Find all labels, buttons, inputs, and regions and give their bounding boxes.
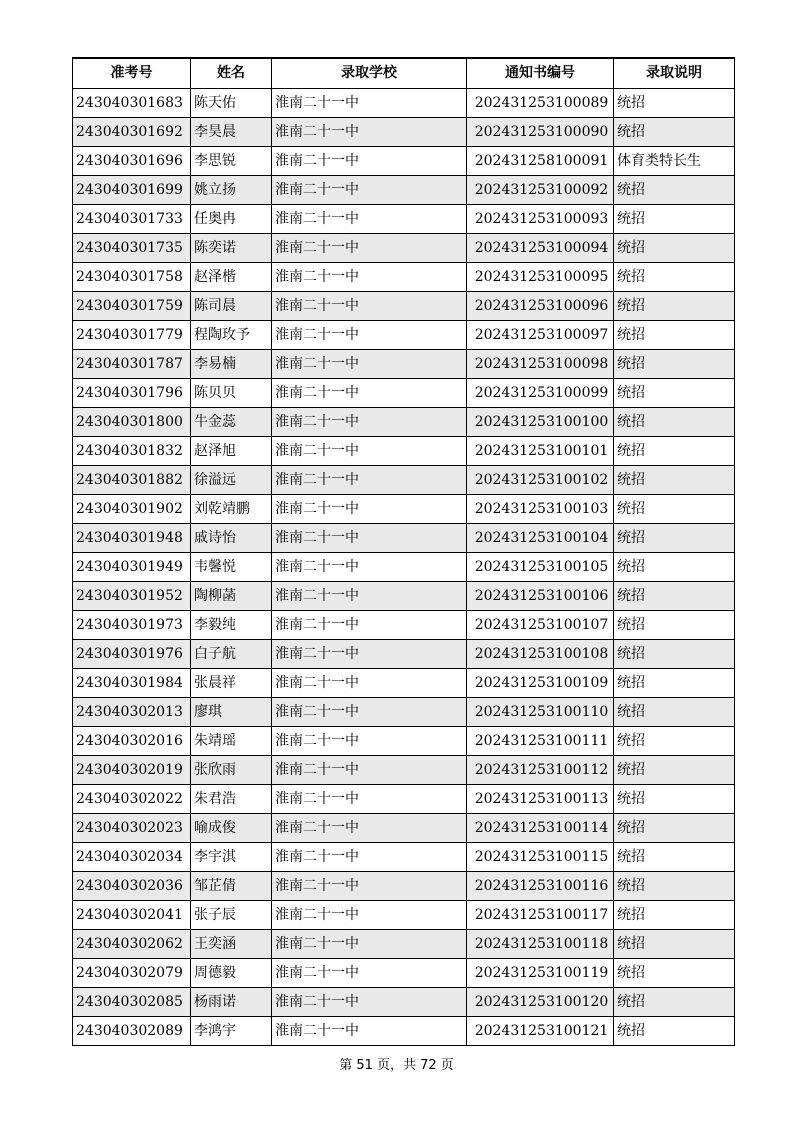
table-row bbox=[73, 233, 735, 262]
table-row bbox=[73, 291, 735, 320]
cell-exam-no: 243040301984 bbox=[73, 668, 191, 697]
cell-notice-no: 202431253100095 bbox=[467, 262, 614, 291]
cell-exam-no: 243040301683 bbox=[73, 88, 191, 117]
cell-name: 戚诗怡 bbox=[191, 523, 272, 552]
cell-notice-no: 202431253100110 bbox=[467, 697, 614, 726]
cell-exam-no: 243040301733 bbox=[73, 204, 191, 233]
cell-note: 统招 bbox=[614, 88, 735, 117]
table-row bbox=[73, 755, 735, 784]
cell-notice-no: 202431253100106 bbox=[467, 581, 614, 610]
cell-note: 统招 bbox=[614, 610, 735, 639]
table-row bbox=[73, 581, 735, 610]
cell-name: 陈奕诺 bbox=[191, 233, 272, 262]
cell-notice-no: 202431253100109 bbox=[467, 668, 614, 697]
cell-notice-no: 202431253100101 bbox=[467, 436, 614, 465]
cell-name: 陈天佑 bbox=[191, 88, 272, 117]
cell-notice-no: 202431253100099 bbox=[467, 378, 614, 407]
table-row bbox=[73, 987, 735, 1016]
header-row bbox=[73, 58, 735, 88]
table-row bbox=[73, 349, 735, 378]
cell-school: 淮南二十一中 bbox=[272, 146, 467, 175]
cell-note: 统招 bbox=[614, 262, 735, 291]
cell-notice-no: 202431253100116 bbox=[467, 871, 614, 900]
cell-notice-no: 202431253100113 bbox=[467, 784, 614, 813]
table-row bbox=[73, 842, 735, 871]
cell-notice-no: 202431253100096 bbox=[467, 291, 614, 320]
cell-name: 韦馨悦 bbox=[191, 552, 272, 581]
cell-school: 淮南二十一中 bbox=[272, 117, 467, 146]
cell-school: 淮南二十一中 bbox=[272, 581, 467, 610]
header-exam-no: 准考号 bbox=[73, 58, 191, 88]
cell-note: 统招 bbox=[614, 233, 735, 262]
cell-note: 统招 bbox=[614, 697, 735, 726]
cell-notice-no: 202431253100090 bbox=[467, 117, 614, 146]
cell-notice-no: 202431253100094 bbox=[467, 233, 614, 262]
table-row bbox=[73, 494, 735, 523]
table-body bbox=[73, 88, 735, 1045]
cell-note: 统招 bbox=[614, 436, 735, 465]
cell-exam-no: 243040301973 bbox=[73, 610, 191, 639]
cell-school: 淮南二十一中 bbox=[272, 958, 467, 987]
cell-name: 徐溢远 bbox=[191, 465, 272, 494]
cell-school: 淮南二十一中 bbox=[272, 494, 467, 523]
cell-school: 淮南二十一中 bbox=[272, 175, 467, 204]
cell-notice-no: 202431253100111 bbox=[467, 726, 614, 755]
cell-name: 任奥冉 bbox=[191, 204, 272, 233]
cell-exam-no: 243040302036 bbox=[73, 871, 191, 900]
header-notice-no: 通知书编号 bbox=[467, 58, 614, 88]
cell-exam-no: 243040302016 bbox=[73, 726, 191, 755]
header-school: 录取学校 bbox=[272, 58, 467, 88]
table-row bbox=[73, 610, 735, 639]
table-row bbox=[73, 929, 735, 958]
cell-name: 陈司晨 bbox=[191, 291, 272, 320]
cell-school: 淮南二十一中 bbox=[272, 784, 467, 813]
cell-note: 统招 bbox=[614, 842, 735, 871]
table-row bbox=[73, 436, 735, 465]
cell-school: 淮南二十一中 bbox=[272, 233, 467, 262]
cell-notice-no: 202431253100092 bbox=[467, 175, 614, 204]
cell-exam-no: 243040301796 bbox=[73, 378, 191, 407]
cell-exam-no: 243040301832 bbox=[73, 436, 191, 465]
cell-note: 统招 bbox=[614, 900, 735, 929]
cell-name: 程陶玫予 bbox=[191, 320, 272, 349]
cell-note: 体育类特长生 bbox=[614, 146, 735, 175]
cell-exam-no: 243040302062 bbox=[73, 929, 191, 958]
cell-name: 张晨祥 bbox=[191, 668, 272, 697]
cell-name: 李宇淇 bbox=[191, 842, 272, 871]
cell-note: 统招 bbox=[614, 987, 735, 1016]
table-row bbox=[73, 175, 735, 204]
cell-name: 朱靖瑶 bbox=[191, 726, 272, 755]
cell-exam-no: 243040301735 bbox=[73, 233, 191, 262]
cell-school: 淮南二十一中 bbox=[272, 813, 467, 842]
cell-note: 统招 bbox=[614, 175, 735, 204]
table-row bbox=[73, 407, 735, 436]
cell-exam-no: 243040301787 bbox=[73, 349, 191, 378]
table-row bbox=[73, 726, 735, 755]
cell-exam-no: 243040302041 bbox=[73, 900, 191, 929]
cell-name: 周德毅 bbox=[191, 958, 272, 987]
table-row bbox=[73, 958, 735, 987]
cell-exam-no: 243040301779 bbox=[73, 320, 191, 349]
cell-note: 统招 bbox=[614, 958, 735, 987]
cell-exam-no: 243040301882 bbox=[73, 465, 191, 494]
cell-notice-no: 202431253100104 bbox=[467, 523, 614, 552]
cell-notice-no: 202431253100114 bbox=[467, 813, 614, 842]
cell-notice-no: 202431253100121 bbox=[467, 1016, 614, 1045]
cell-exam-no: 243040301952 bbox=[73, 581, 191, 610]
cell-notice-no: 202431253100118 bbox=[467, 929, 614, 958]
cell-note: 统招 bbox=[614, 813, 735, 842]
cell-school: 淮南二十一中 bbox=[272, 349, 467, 378]
table-row bbox=[73, 465, 735, 494]
cell-exam-no: 243040301976 bbox=[73, 639, 191, 668]
cell-school: 淮南二十一中 bbox=[272, 697, 467, 726]
cell-notice-no: 202431253100098 bbox=[467, 349, 614, 378]
cell-note: 统招 bbox=[614, 1016, 735, 1045]
cell-school: 淮南二十一中 bbox=[272, 929, 467, 958]
cell-name: 杨雨诺 bbox=[191, 987, 272, 1016]
cell-exam-no: 243040301759 bbox=[73, 291, 191, 320]
cell-name: 李鸿宇 bbox=[191, 1016, 272, 1045]
cell-school: 淮南二十一中 bbox=[272, 552, 467, 581]
cell-exam-no: 243040301948 bbox=[73, 523, 191, 552]
table-row bbox=[73, 262, 735, 291]
cell-notice-no: 202431253100103 bbox=[467, 494, 614, 523]
cell-exam-no: 243040301800 bbox=[73, 407, 191, 436]
cell-note: 统招 bbox=[614, 407, 735, 436]
cell-exam-no: 243040301758 bbox=[73, 262, 191, 291]
cell-name: 朱君浩 bbox=[191, 784, 272, 813]
cell-school: 淮南二十一中 bbox=[272, 726, 467, 755]
cell-notice-no: 202431253100119 bbox=[467, 958, 614, 987]
cell-name: 姚立扬 bbox=[191, 175, 272, 204]
cell-note: 统招 bbox=[614, 726, 735, 755]
cell-exam-no: 243040302022 bbox=[73, 784, 191, 813]
cell-school: 淮南二十一中 bbox=[272, 204, 467, 233]
cell-exam-no: 243040302089 bbox=[73, 1016, 191, 1045]
cell-name: 张子辰 bbox=[191, 900, 272, 929]
cell-exam-no: 243040301696 bbox=[73, 146, 191, 175]
cell-name: 廖琪 bbox=[191, 697, 272, 726]
cell-notice-no: 202431253100115 bbox=[467, 842, 614, 871]
cell-note: 统招 bbox=[614, 494, 735, 523]
cell-school: 淮南二十一中 bbox=[272, 436, 467, 465]
cell-school: 淮南二十一中 bbox=[272, 378, 467, 407]
cell-name: 李昊晨 bbox=[191, 117, 272, 146]
admissions-table bbox=[72, 57, 735, 1046]
cell-school: 淮南二十一中 bbox=[272, 755, 467, 784]
cell-exam-no: 243040301699 bbox=[73, 175, 191, 204]
cell-name: 邹芷倩 bbox=[191, 871, 272, 900]
table-row bbox=[73, 697, 735, 726]
cell-school: 淮南二十一中 bbox=[272, 1016, 467, 1045]
cell-exam-no: 243040302085 bbox=[73, 987, 191, 1016]
cell-notice-no: 202431258100091 bbox=[467, 146, 614, 175]
cell-note: 统招 bbox=[614, 784, 735, 813]
cell-note: 统招 bbox=[614, 523, 735, 552]
cell-school: 淮南二十一中 bbox=[272, 88, 467, 117]
cell-school: 淮南二十一中 bbox=[272, 407, 467, 436]
cell-note: 统招 bbox=[614, 117, 735, 146]
table-row bbox=[73, 871, 735, 900]
table-row bbox=[73, 117, 735, 146]
cell-note: 统招 bbox=[614, 552, 735, 581]
cell-name: 刘乾靖鹏 bbox=[191, 494, 272, 523]
table-header bbox=[73, 58, 735, 88]
cell-notice-no: 202431253100107 bbox=[467, 610, 614, 639]
cell-note: 统招 bbox=[614, 349, 735, 378]
table-row bbox=[73, 784, 735, 813]
page-footer: 第 51 页，共 72 页 bbox=[339, 1058, 454, 1073]
cell-notice-no: 202431253100117 bbox=[467, 900, 614, 929]
cell-name: 李易楠 bbox=[191, 349, 272, 378]
cell-note: 统招 bbox=[614, 639, 735, 668]
cell-note: 统招 bbox=[614, 581, 735, 610]
cell-notice-no: 202431253100089 bbox=[467, 88, 614, 117]
cell-note: 统招 bbox=[614, 291, 735, 320]
table-row bbox=[73, 639, 735, 668]
cell-note: 统招 bbox=[614, 204, 735, 233]
cell-note: 统招 bbox=[614, 320, 735, 349]
cell-exam-no: 243040302013 bbox=[73, 697, 191, 726]
cell-school: 淮南二十一中 bbox=[272, 639, 467, 668]
cell-name: 牛金蕊 bbox=[191, 407, 272, 436]
table-row bbox=[73, 146, 735, 175]
cell-name: 陈贝贝 bbox=[191, 378, 272, 407]
cell-school: 淮南二十一中 bbox=[272, 987, 467, 1016]
cell-exam-no: 243040302079 bbox=[73, 958, 191, 987]
cell-school: 淮南二十一中 bbox=[272, 465, 467, 494]
cell-exam-no: 243040301949 bbox=[73, 552, 191, 581]
table-row bbox=[73, 900, 735, 929]
cell-notice-no: 202431253100108 bbox=[467, 639, 614, 668]
cell-notice-no: 202431253100120 bbox=[467, 987, 614, 1016]
cell-exam-no: 243040302023 bbox=[73, 813, 191, 842]
table-row bbox=[73, 88, 735, 117]
cell-notice-no: 202431253100105 bbox=[467, 552, 614, 581]
cell-notice-no: 202431253100112 bbox=[467, 755, 614, 784]
cell-notice-no: 202431253100100 bbox=[467, 407, 614, 436]
cell-note: 统招 bbox=[614, 871, 735, 900]
table-row bbox=[73, 523, 735, 552]
cell-exam-no: 243040302034 bbox=[73, 842, 191, 871]
cell-name: 李毅纯 bbox=[191, 610, 272, 639]
table-row bbox=[73, 552, 735, 581]
cell-exam-no: 243040302019 bbox=[73, 755, 191, 784]
cell-school: 淮南二十一中 bbox=[272, 262, 467, 291]
cell-school: 淮南二十一中 bbox=[272, 900, 467, 929]
cell-school: 淮南二十一中 bbox=[272, 871, 467, 900]
cell-exam-no: 243040301902 bbox=[73, 494, 191, 523]
cell-name: 李思锐 bbox=[191, 146, 272, 175]
cell-school: 淮南二十一中 bbox=[272, 842, 467, 871]
cell-school: 淮南二十一中 bbox=[272, 610, 467, 639]
table-row bbox=[73, 378, 735, 407]
cell-school: 淮南二十一中 bbox=[272, 523, 467, 552]
cell-name: 王奕涵 bbox=[191, 929, 272, 958]
cell-school: 淮南二十一中 bbox=[272, 320, 467, 349]
cell-name: 赵泽楷 bbox=[191, 262, 272, 291]
header-note: 录取说明 bbox=[614, 58, 735, 88]
cell-name: 陶柳菡 bbox=[191, 581, 272, 610]
cell-school: 淮南二十一中 bbox=[272, 668, 467, 697]
table-row bbox=[73, 320, 735, 349]
cell-name: 喻成俊 bbox=[191, 813, 272, 842]
header-name: 姓名 bbox=[191, 58, 272, 88]
cell-note: 统招 bbox=[614, 378, 735, 407]
table-row bbox=[73, 204, 735, 233]
cell-notice-no: 202431253100093 bbox=[467, 204, 614, 233]
cell-exam-no: 243040301692 bbox=[73, 117, 191, 146]
table-row bbox=[73, 813, 735, 842]
cell-note: 统招 bbox=[614, 929, 735, 958]
cell-name: 白子航 bbox=[191, 639, 272, 668]
cell-note: 统招 bbox=[614, 465, 735, 494]
cell-name: 赵泽旭 bbox=[191, 436, 272, 465]
cell-school: 淮南二十一中 bbox=[272, 291, 467, 320]
cell-notice-no: 202431253100102 bbox=[467, 465, 614, 494]
table-row bbox=[73, 1016, 735, 1045]
cell-note: 统招 bbox=[614, 755, 735, 784]
cell-note: 统招 bbox=[614, 668, 735, 697]
cell-name: 张欣雨 bbox=[191, 755, 272, 784]
cell-notice-no: 202431253100097 bbox=[467, 320, 614, 349]
table-row bbox=[73, 668, 735, 697]
